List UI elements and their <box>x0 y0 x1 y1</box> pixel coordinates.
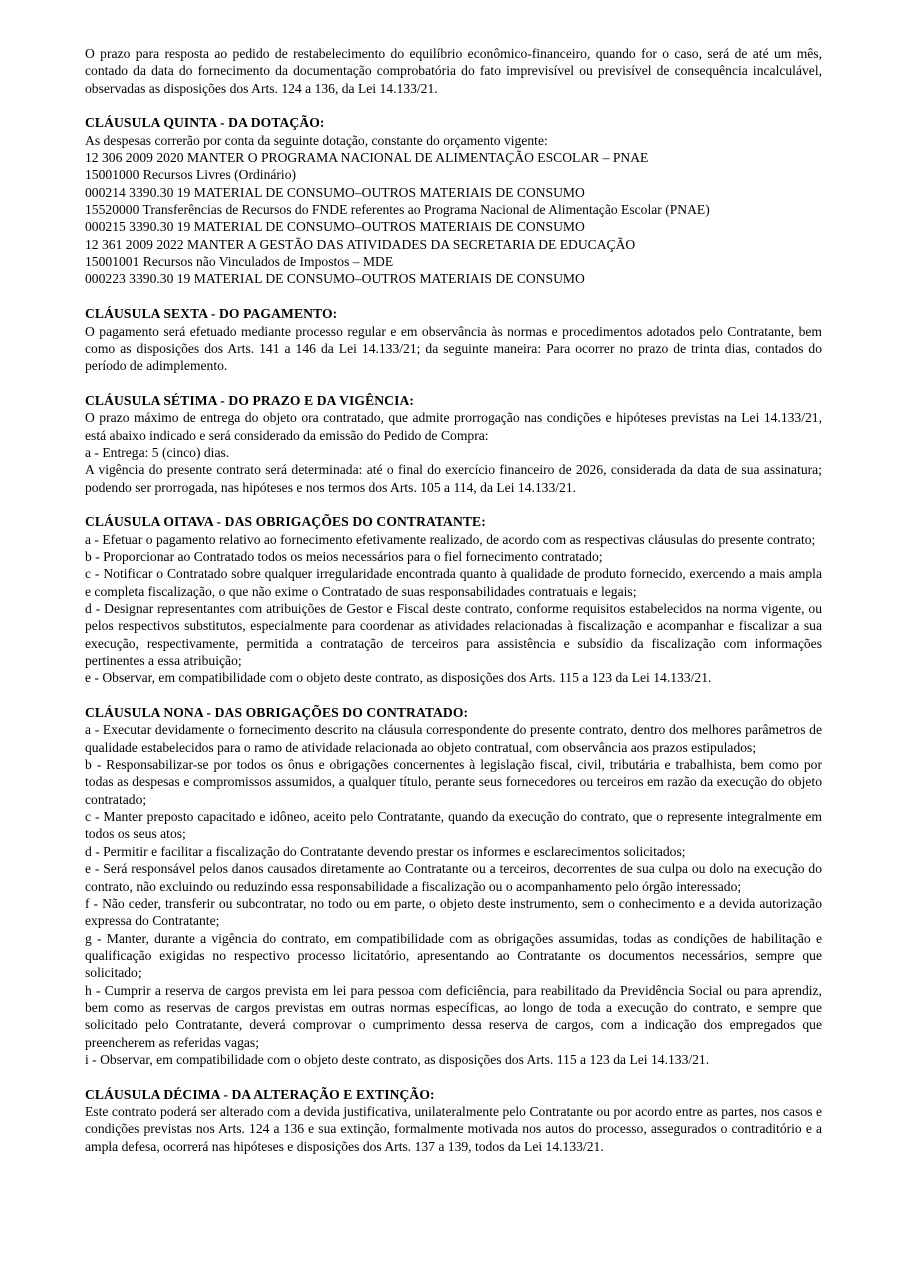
budget-line: 15520000 Transferências de Recursos do FNDE referentes ao Programa Nacional de Alimentação Escolar (PNAE) <box>85 202 710 218</box>
budget-line: 12 361 2009 2022 MANTER A GESTÃO DAS ATIVIDADES DA SECRETARIA DE EDUCAÇÃO <box>85 236 636 252</box>
section-paragraph: a - Entrega: 5 (cinco) dias. <box>85 444 230 460</box>
obligation-item: b - Responsabilizar-se por todos os ônus e obrigações concernentes à legislação fiscal, civil, tributária e trabalhista, bem como por todas as despesas e compromissos assumidos, a qualquer título, perante seus fornecedores ou terceiros em razão da execução do objeto contratado; <box>85 757 822 807</box>
obligation-item: a - Executar devidamente o fornecimento descrito na cláusula correspondente do presente contrato, dentro dos melhores parâmetros de qualidade estabelecidos para o ramo de atividade relacionada ao objeto contratual, com observância aos prazos estipulados; <box>85 722 822 755</box>
section-clausula-sexta <box>85 305 822 374</box>
budget-line: 15001001 Recursos não Vinculados de Impostos – MDE <box>85 254 394 270</box>
budget-line: 000215 3390.30 19 MATERIAL DE CONSUMO–OUTROS MATERIAIS DE CONSUMO <box>85 219 585 235</box>
section-heading: CLÁUSULA SÉTIMA - DO PRAZO E DA VIGÊNCIA: <box>85 392 415 408</box>
obligation-item: h - Cumprir a reserva de cargos prevista em lei para pessoa com deficiência, para reabilitado da Previdência Social ou para aprendiz, bem como as reservas de cargos previstas em outras normas específicas, ao longo de toda a execução do contrato, e sempre que solicitado pelo Contratante, deverá comprovar o cumprimento dessa reserva de cargos, com a indicação dos empregados que preencherem as referidas vagas; <box>85 982 822 1050</box>
obligation-item: e - Observar, em compatibilidade com o objeto deste contrato, as disposições dos Arts. 115 a 123 da Lei 14.133/21. <box>85 670 712 686</box>
budget-line: 000214 3390.30 19 MATERIAL DE CONSUMO–OUTROS MATERIAIS DE CONSUMO <box>85 184 585 200</box>
section-paragraph: O prazo máximo de entrega do objeto ora contratado, que admite prorrogação nas condições e hipóteses previstas na Lei 14.133/21, está abaixo indicado e será considerado da emissão do Pedido de Compra: <box>85 410 822 443</box>
section-paragraph: As despesas correrão por conta da seguinte dotação, constante do orçamento vigente: <box>85 132 548 148</box>
section-paragraph: A vigência do presente contrato será determinada: até o final do exercício financeiro de 2026, considerada da data de sua assinatura; podendo ser prorrogada, nas hipóteses e nos termos dos Arts. 105 a 114, da Lei 14.133/21. <box>85 462 822 495</box>
section-paragraph: Este contrato poderá ser alterado com a devida justificativa, unilateralmente pelo Contratante ou por acordo entre as partes, nos casos e condições previstas nos Arts. 124 a 136 e sua extinção, formalmente motivada nos autos do processo, assegurados o contraditório e a ampla defesa, ocorrerá nas hipóteses e disposições dos Arts. 137 a 139, todos da Lei 14.133/21. <box>85 1103 822 1154</box>
contract-page <box>85 45 822 1155</box>
section-heading: CLÁUSULA OITAVA - DAS OBRIGAÇÕES DO CONTRATANTE: <box>85 514 486 530</box>
obligation-item: a - Efetuar o pagamento relativo ao fornecimento efetivamente realizado, de acordo com as respectivas cláusulas do presente contrato; <box>85 531 816 547</box>
budget-line: 12 306 2009 2020 MANTER O PROGRAMA NACIONAL DE ALIMENTAÇÃO ESCOLAR – PNAE <box>85 150 649 166</box>
budget-line: 000223 3390.30 19 MATERIAL DE CONSUMO–OUTROS MATERIAIS DE CONSUMO <box>85 271 585 287</box>
section-clausula-nona <box>85 704 822 1068</box>
section-paragraph: O pagamento será efetuado mediante processo regular e em observância às normas e procedimentos adotados pelo Contratante, bem como as disposições dos Arts. 141 a 146 da Lei 14.133/21; da seguinte maneira: Para ocorrer no prazo de trinta dias, contados do período de adimplemento. <box>85 323 822 374</box>
obligation-item: g - Manter, durante a vigência do contrato, em compatibilidade com as obrigações assumidas, todas as condições de habilitação e qualificação exigidas no respectivo processo licitatório, apresentando ao Contratante os documentos necessários, sempre que solicitado; <box>85 930 822 981</box>
budget-line: 15001000 Recursos Livres (Ordinário) <box>85 167 297 183</box>
obligation-item: c - Notificar o Contratado sobre qualquer irregularidade encontrada quanto à qualidade de produto fornecido, exercendo a mais ampla e completa fiscalização, o que não exime o Contratado de suas responsabilidades contratuais e legais; <box>85 566 822 599</box>
section-clausula-decima <box>85 1086 822 1155</box>
section-heading: CLÁUSULA SEXTA - DO PAGAMENTO: <box>85 306 338 322</box>
section-clausula-setima <box>85 392 822 496</box>
section-heading: CLÁUSULA DÉCIMA - DA ALTERAÇÃO E EXTINÇÃO: <box>85 1086 435 1102</box>
section-heading: CLÁUSULA NONA - DAS OBRIGAÇÕES DO CONTRATADO: <box>85 705 469 721</box>
obligation-item: b - Proporcionar ao Contratado todos os meios necessários para o fiel fornecimento contratado; <box>85 548 603 564</box>
obligation-item: d - Designar representantes com atribuições de Gestor e Fiscal deste contrato, conforme requisitos estabelecidos na norma vigente, ou pelos respectivos substitutos, especialmente para coordenar as atividades relacionadas à fiscalização e acompanhar e fiscalizar a sua execução, respectivamente, permitida a contratação de terceiros para assistência e subsídio da fiscalização com informações pertinentes a essa atribuição; <box>85 601 822 669</box>
intro-paragraph: O prazo para resposta ao pedido de restabelecimento do equilíbrio econômico-financeiro, quando for o caso, será de até um mês, contado da data do fornecimento da documentação comprobatória do fato imprevisível ou previsível de consequência incalculável, observadas as disposições dos Arts. 124 a 136, da Lei 14.133/21. <box>85 46 822 96</box>
section-clausula-quinta <box>85 114 822 287</box>
obligation-item: e - Será responsável pelos danos causados diretamente ao Contratante ou a terceiros, decorrentes de sua culpa ou dolo na execução do contrato, não excluindo ou reduzindo essa responsabilidade a fiscalização ou o acompanhamento pelo órgão interessado; <box>85 861 822 894</box>
obligation-item: i - Observar, em compatibilidade com o objeto deste contrato, as disposições dos Arts. 115 a 123 da Lei 14.133/21. <box>85 1051 710 1067</box>
obligation-item: d - Permitir e facilitar a fiscalização do Contratante devendo prestar os informes e esclarecimentos solicitados; <box>85 843 686 859</box>
section-heading: CLÁUSULA QUINTA - DA DOTAÇÃO: <box>85 115 325 131</box>
obligation-item: f - Não ceder, transferir ou subcontratar, no todo ou em parte, o objeto deste instrumento, sem o conhecimento e a devida autorização expressa do Contratante; <box>85 895 822 929</box>
obligation-item: c - Manter preposto capacitado e idôneo, aceito pelo Contratante, quando da execução do contrato, que o represente integralmente em todos os seus atos; <box>85 809 822 842</box>
section-clausula-oitava <box>85 513 822 686</box>
